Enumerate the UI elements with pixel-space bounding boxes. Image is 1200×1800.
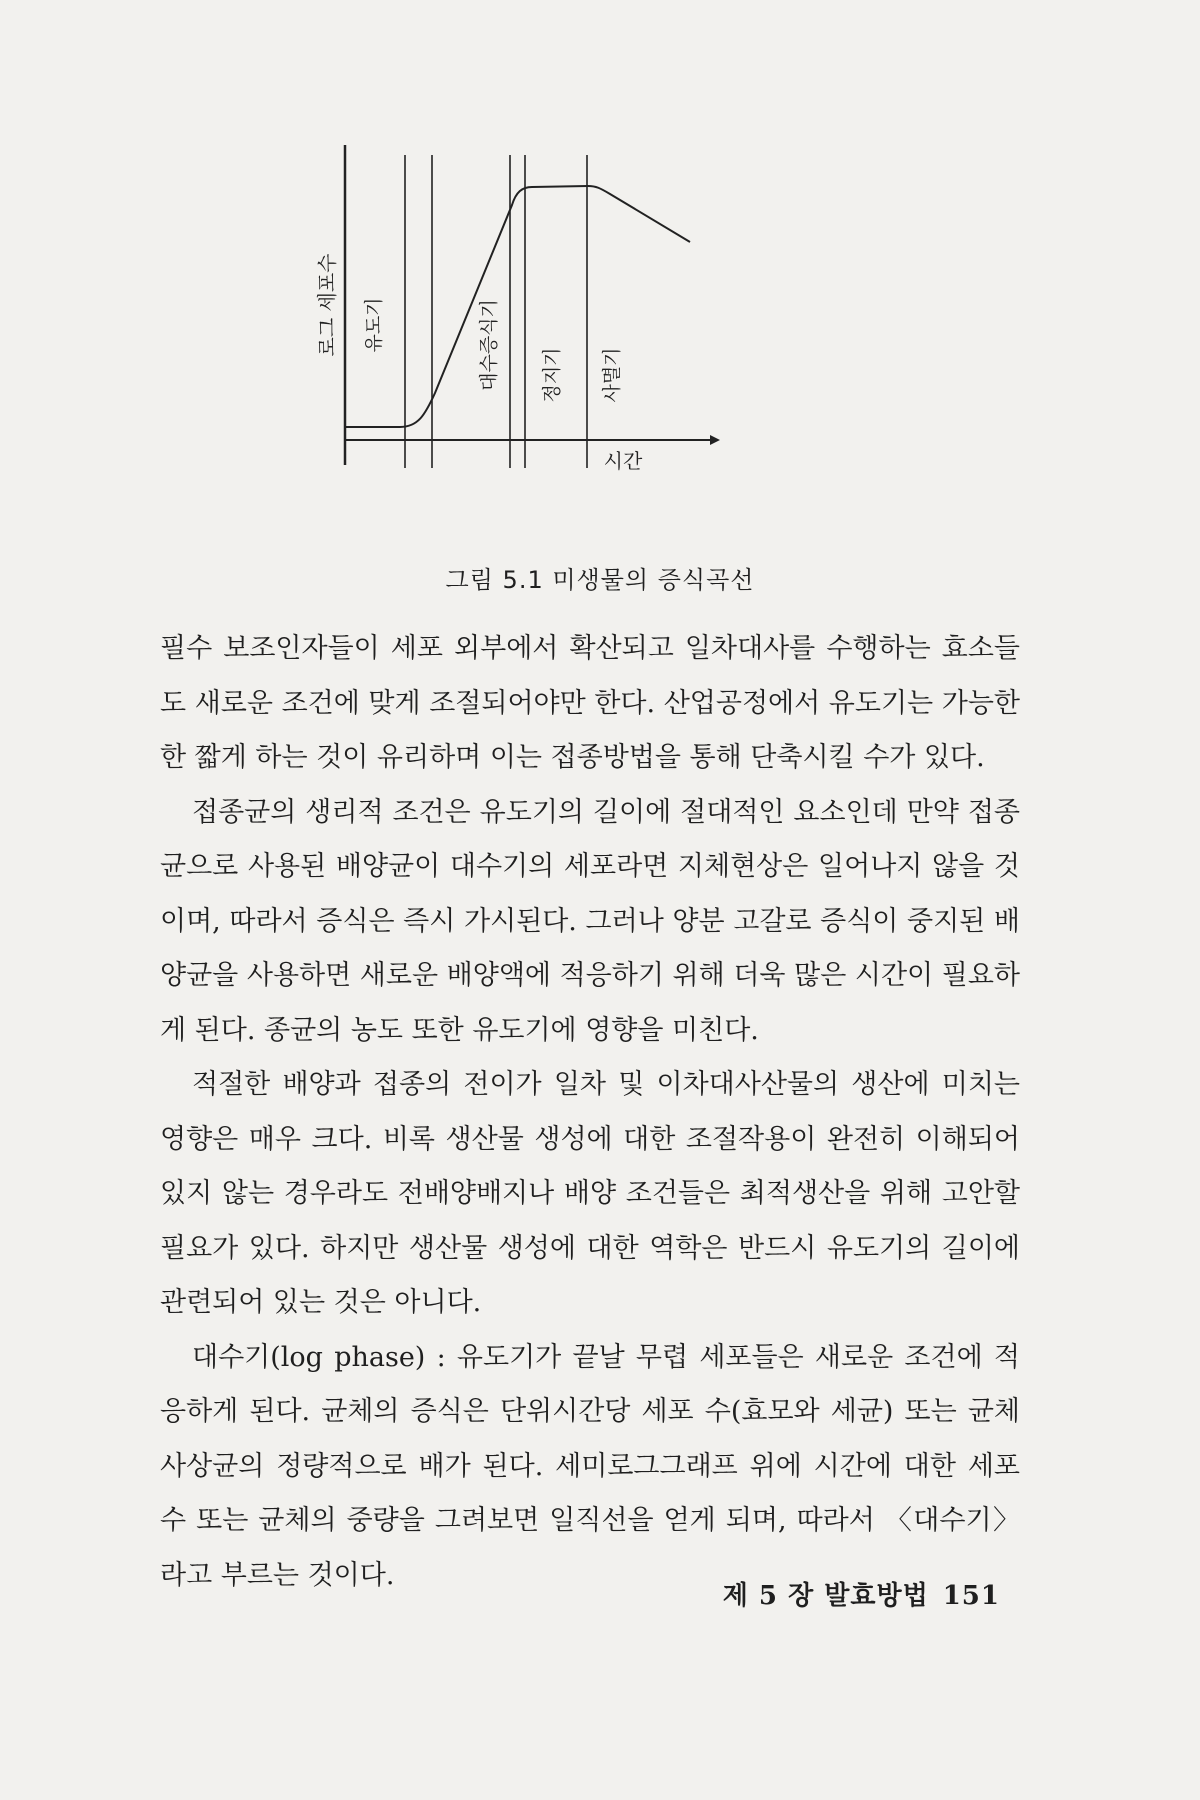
y-axis-label: 로그 세포수 xyxy=(315,253,339,357)
figure-caption: 그림 5.1 미생물의 증식곡선 xyxy=(445,566,755,594)
paragraph-3: 적절한 배양과 접종의 전이가 일차 및 이차대사산물의 생산에 미치는 영향은 매우 크다. 비록 생산물 생성에 대한 조절작용이 완전히 이해되어 있지 않는 경우라도 전배양배지나 배양 조건들은 최적생산을 위해 고안할 필요가 있다. 하지만 생산물 생성에 대한 역학은 반드시 유도기의 길이에 관련되어 있는 것은 아니다. xyxy=(160,1069,1020,1318)
x-axis-arrow xyxy=(710,435,720,445)
body-text xyxy=(160,622,1020,1603)
chapter-title: 제 5 장 발효방법 xyxy=(722,1581,929,1611)
phase-label-stationary: 정지기 xyxy=(541,347,563,403)
page-footer xyxy=(723,1575,1000,1612)
growth-curve-svg xyxy=(300,130,860,550)
phase-label-death: 사멸기 xyxy=(601,347,623,403)
x-axis-label: 시간 xyxy=(603,449,643,473)
paragraph-2: 접종균의 생리적 조건은 유도기의 길이에 절대적인 요소인데 만약 접종균으로 사용된 배양균이 대수기의 세포라면 지체현상은 일어나지 않을 것이며, 따라서 증식은 즉시 가시된다. 그러나 양분 고갈로 증식이 중지된 배양균을 사용하면 새로운 배양액에 적응하기 위해 더욱 많은 시간이 필요하게 된다. 종균의 농도 또한 유도기에 영향을 미친다. xyxy=(160,796,1020,1046)
phase-label-lag: 유도기 xyxy=(363,297,385,353)
phase-label-log: 대수증식기 xyxy=(478,299,500,391)
paragraph-1: 필수 보조인자들이 세포 외부에서 확산되고 일차대사를 수행하는 효소들도 새로운 조건에 맞게 조절되어야만 한다. 산업공정에서 유도기는 가능한 한 짧게 하는 것이 유리하며 이는 접종방법을 통해 단축시킬 수가 있다. xyxy=(160,633,1020,773)
page-number: 151 xyxy=(942,1581,1000,1611)
growth-curve-figure xyxy=(300,130,860,550)
growth-curve-line xyxy=(345,186,690,427)
paragraph-4: 대수기(log phase) : 유도기가 끝날 무렵 세포들은 새로운 조건에 적응하게 된다. 균체의 증식은 단위시간당 세포 수(효모와 세균) 또는 균체 사상균의 정량적으로 배가 된다. 세미로그그래프 위에 시간에 대한 세포 수 또는 균체의 중량을 그려보면 일직선을 얻게 되며, 따라서 〈대수기〉라고 부르는 것이다. xyxy=(160,1341,1020,1591)
